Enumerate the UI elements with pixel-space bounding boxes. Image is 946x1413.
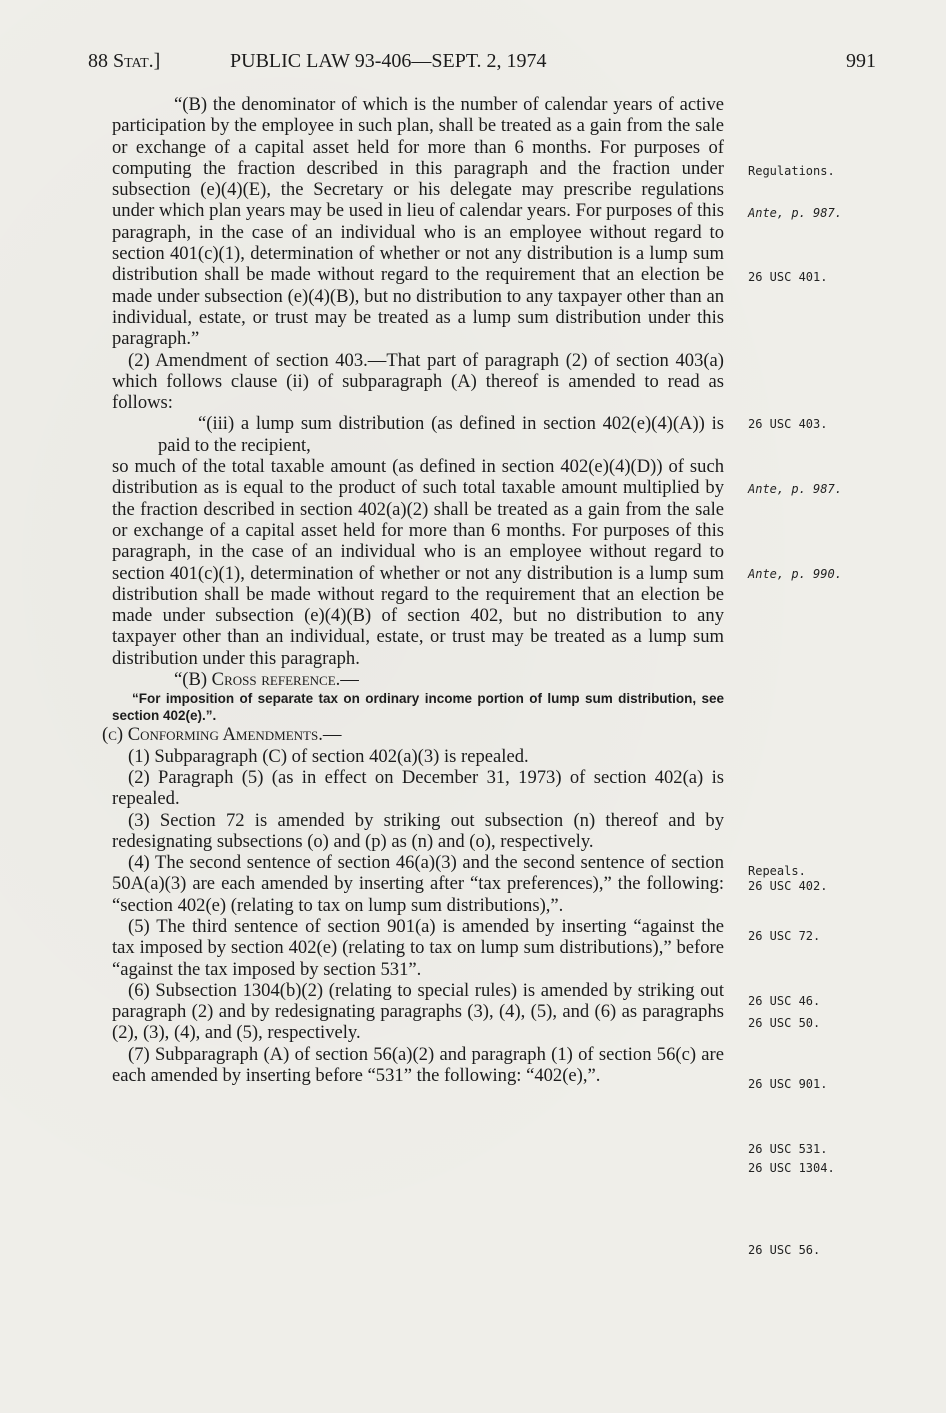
margin-note: Ante, p. 987. <box>748 206 842 220</box>
page-number: 991 <box>846 50 876 72</box>
margin-note: 26 USC 901. <box>748 1077 828 1091</box>
page-header <box>88 50 876 80</box>
paragraph-so-much: so much of the total taxable amount (as defined in section 402(e)(4)(D)) of such distribution as is equal to the product of such total taxable amount multiplied by the fraction described in section 402(a)(2) shall be treated as a gain from the sale or exchange of a capital asset held for more than 6 months. For purposes of this paragraph, in the case of an individual who is an employee without regard to section 401(c)(1), determination of whether or not any distribution is a lump sum distribution shall be made without regard to the requirement that an election be made under subsection (e)(4)(B) of section 402, but no distribution to any taxpayer other than an individual, estate, or trust may be treated as a lump sum distribution under this paragraph. <box>112 456 724 669</box>
body-text <box>102 94 724 1087</box>
amendment-5: (5) The third sentence of section 901(a) is amended by inserting “against the tax imposed by section 402(e) (relating to tax on lump sum distributions),” before “against the tax imposed by section 531”. <box>112 915 724 980</box>
margin-note: Ante, p. 987. <box>748 482 842 496</box>
statute-citation: 88 Stat.] <box>88 50 161 72</box>
margin-note: 26 USC 1304. <box>748 1161 835 1175</box>
amendment-3: (3) Section 72 is amended by striking out subsection (n) thereof and by redesignating subsections (o) and (p) as (n) and (o), respectively. <box>112 809 724 852</box>
margin-note: 26 USC 403. <box>748 417 828 431</box>
amendment-4: (4) The second sentence of section 46(a)(3) and the second sentence of section 50A(a)(3) are each amended by inserting after “tax preferences),” the following: “section 402(e) (relating to tax on lump sum distributions),”. <box>112 852 724 916</box>
margin-note: 26 USC 56. <box>748 1243 821 1257</box>
amendment-7: (7) Subparagraph (A) of section 56(a)(2) and paragraph (1) of section 56(c) are each amended by inserting before “531” the following: “402(e),”. <box>112 1043 724 1087</box>
amendment-2: (2) Paragraph (5) (as in effect on December 31, 1973) of section 402(a) is repealed. <box>112 766 724 810</box>
running-title: PUBLIC LAW 93-406—SEPT. 2, 1974 <box>230 50 547 72</box>
margin-note: 26 USC 46. <box>748 994 821 1008</box>
margin-note: 26 USC 72. <box>748 929 821 943</box>
heading-conforming-amendments: (c) Conforming Amendments.— <box>102 724 342 746</box>
cross-reference-note: “For imposition of separate tax on ordinary income portion of lump sum distribution, see section 402(e).”. <box>112 691 724 724</box>
margin-note: 26 USC 401. <box>748 270 828 284</box>
paragraph-cross-reference: “(B) Cross reference.— <box>174 669 359 691</box>
paragraph-b-denominator: “(B) the denominator of which is the number of calendar years of active participation by the employee in such plan, shall be treated as a gain from the sale or exchange of a capital asset held for more than 6 months. For purposes of computing the fraction described in this paragraph and the fraction under subsection (e)(4)(E), the Secretary or his delegate may prescribe regulations under which plan years may be used in lieu of calendar years. For purposes of this paragraph, in the case of an individual who is an employee without regard to section 401(c)(1), determination of whether or not any distribution is a lump sum distribution shall be made without regard to the requirement that an election be made under subsection (e)(4)(B), but no distribution to any taxpayer other than an individual, estate, or trust may be treated as a lump sum distribution under this paragraph.” <box>112 94 724 350</box>
amendment-1: (1) Subparagraph (C) of section 402(a)(3) is repealed. <box>128 745 529 767</box>
paragraph-amendment-403: (2) Amendment of section 403.—That part of paragraph (2) of section 403(a) which follows clause (ii) of subparagraph (A) thereof is amended to read as follows: <box>112 349 724 414</box>
margin-note: 26 USC 402. <box>748 879 828 893</box>
margin-note: Regulations. <box>748 164 835 178</box>
margin-note: 26 USC 50. <box>748 1016 821 1030</box>
margin-note: Repeals. <box>748 864 806 878</box>
margin-note: Ante, p. 990. <box>748 567 842 581</box>
paragraph-clause-iii: “(iii) a lump sum distribution (as defined in section 402(e)(4)(A)) is paid to the recipient, <box>158 413 724 456</box>
margin-note: 26 USC 531. <box>748 1142 828 1156</box>
amendment-6: (6) Subsection 1304(b)(2) (relating to special rules) is amended by striking out paragraph (2) and by redesignating paragraphs (3), (4), (5), and (6) as paragraphs (2), (3), (4), and (5), respectively. <box>112 979 724 1044</box>
